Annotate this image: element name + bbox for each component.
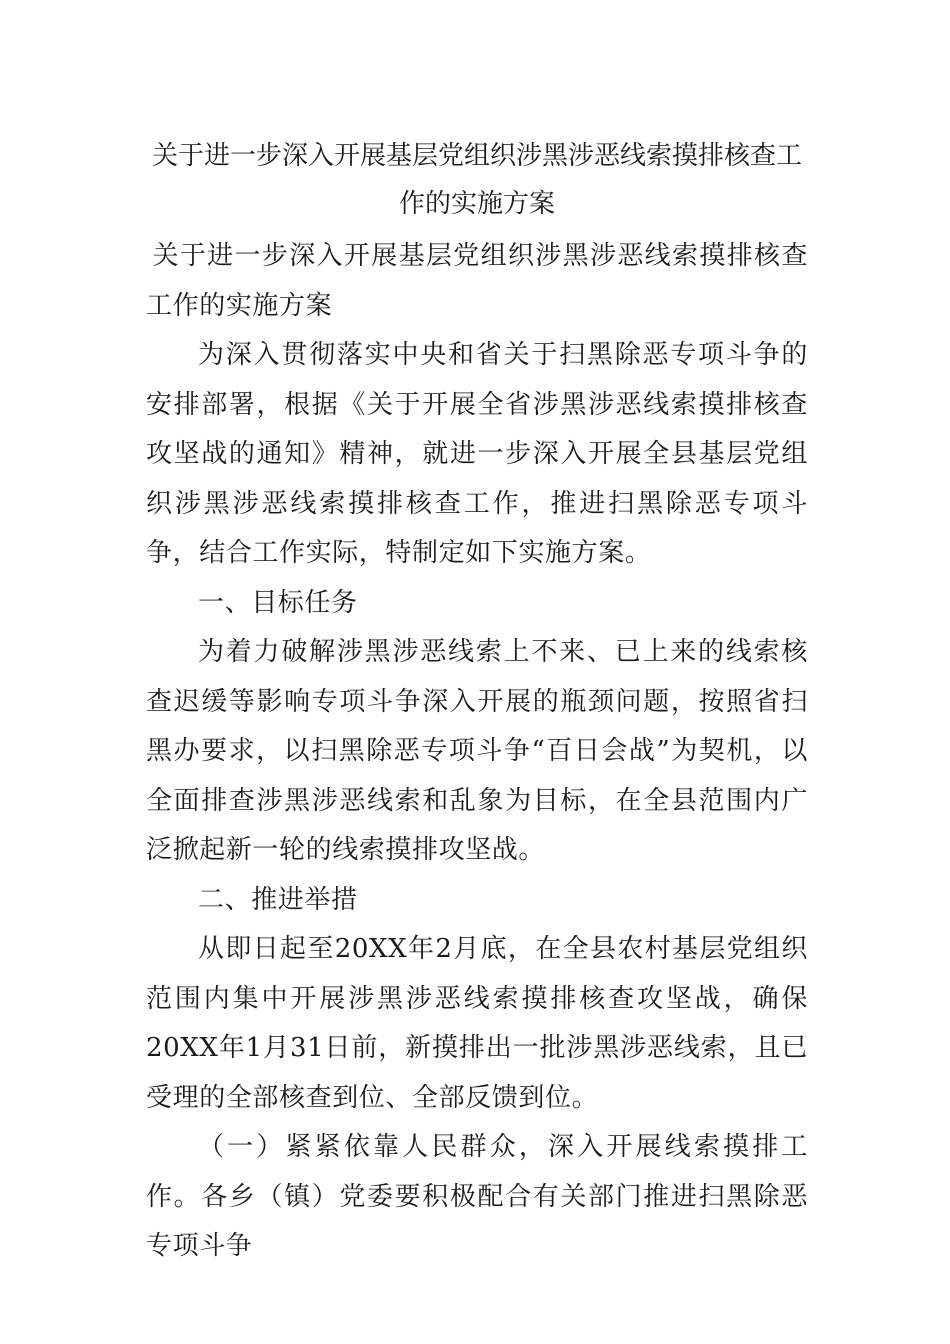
section-heading-goals: 一、目标任务 bbox=[198, 587, 358, 618]
paragraph-item-1: （一）紧紧依靠人民群众，深入开展线索摸排工作。各乡（镇）党委要积极配合有关部门推进扫黑除恶专项斗争 bbox=[146, 1132, 808, 1261]
paragraph-intro: 为深入贯彻落实中央和省关于扫黑除恶专项斗争的安排部署，根据《关于开展全省涉黑涉恶线索摸排核查攻坚战的通知》精神，就进一步深入开展全县基层党组织涉黑涉恶线索摸排核查工作，推进扫黑除恶专项斗争，结合工作实际，特制定如下实施方案。 bbox=[146, 340, 808, 568]
paragraph-measures: 从即日起至20XX年2月底，在全县农村基层党组织范围内集中开展涉黑涉恶线索摸排核查攻坚战，确保20XX年1月31日前，新摸排出一批涉黑涉恶线索，且已受理的全部核查到位、全部反馈到位。 bbox=[146, 934, 808, 1113]
document-subtitle: 关于进一步深入开展基层党组织涉黑涉恶线索摸排核查工作的实施方案 bbox=[146, 241, 808, 321]
document-page bbox=[146, 132, 808, 1272]
document-title: 关于进一步深入开展基层党组织涉黑涉恶线索摸排核查工作的实施方案 bbox=[151, 141, 802, 219]
section-heading-measures: 二、推进举措 bbox=[198, 884, 358, 915]
paragraph-goals: 为着力破解涉黑涉恶线索上不来、已上来的线索核查迟缓等影响专项斗争深入开展的瓶颈问题，按照省扫黑办要求，以扫黑除恶专项斗争“百日会战”为契机，以全面排查涉黑涉恶线索和乱象为目标，在全县范围内广泛掀起新一轮的线索摸排攻坚战。 bbox=[146, 637, 808, 865]
